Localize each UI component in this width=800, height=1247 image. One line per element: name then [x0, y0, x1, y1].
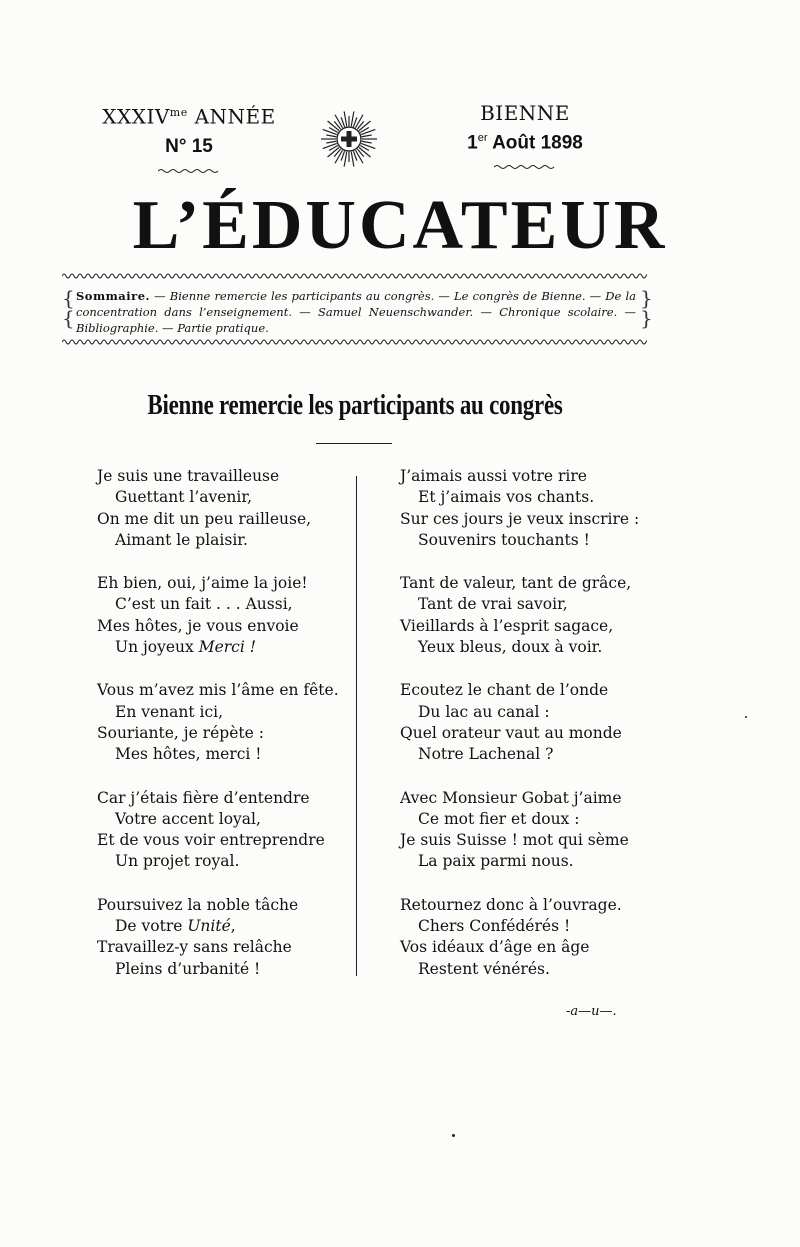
date-superscript: er: [477, 132, 488, 144]
poem-stanza: [97, 573, 347, 658]
poem-line: Tant de valeur, tant de grâce,: [400, 574, 632, 593]
squiggle-ornament: [494, 164, 556, 170]
date-day: 1: [467, 132, 478, 154]
poem-line: Votre accent loyal,: [115, 809, 261, 828]
city: BIENNE: [480, 101, 570, 125]
poem-line: Yeux bleus, doux à voir.: [418, 638, 603, 657]
poem-line: Avec Monsieur Gobat j’aime: [400, 788, 622, 807]
poem-line: Ce mot fier et doux :: [418, 809, 580, 828]
poem-line: Poursuivez la noble tâche: [97, 895, 299, 914]
summary-text: — Bienne remercie les participants au congrès. — Le congrès de Bienne. — De la concentration dans l’enseignement. — Samuel Neuenschwander. — Chronique scolaire. — Bibliographie. — Partie pratique.: [76, 289, 636, 335]
poem-line: Aimant le plaisir.: [115, 530, 248, 549]
poem-line: Souriante, je répète :: [97, 723, 264, 742]
poem-line: Je suis une travailleuse: [97, 467, 280, 485]
issue-info: [89, 100, 289, 174]
issue-date: [425, 132, 625, 154]
year-superscript: me: [169, 106, 188, 119]
squiggle-ornament: [158, 168, 220, 174]
poem-line: Du lac au canal :: [418, 702, 550, 721]
poem-column-right: [400, 466, 650, 1002]
wavy-rule-bottom: [62, 338, 647, 346]
poem-line: C’est un fait . . . Aussi,: [115, 595, 293, 614]
year-word: ANNÉE: [194, 104, 276, 129]
poem-line: Mes hôtes, je vous envoie: [97, 616, 299, 635]
summary-label: Sommaire.: [76, 289, 151, 303]
poem-line: Et j’aimais vos chants.: [418, 488, 595, 507]
poem-line: Mes hôtes, merci !: [115, 745, 262, 764]
poem-stanza: [400, 466, 650, 551]
poem-line: Quel orateur vaut au monde: [400, 723, 622, 742]
poem-column-left: [97, 466, 347, 1002]
summary-box: [76, 288, 636, 336]
poem-line: Pleins d’urbanité !: [115, 959, 261, 978]
poem-line: Vous m’avez mis l’âme en fête.: [97, 681, 339, 700]
poem-line: De votre Unité,: [115, 917, 236, 936]
poem-stanza: [97, 895, 347, 980]
ink-speck: [452, 1134, 455, 1137]
poem-line: Travaillez-y sans relâche: [97, 938, 292, 957]
title-divider: [316, 443, 392, 444]
poem-stanza: [400, 573, 650, 658]
poem-line: Guettant l’avenir,: [115, 488, 253, 507]
poem-line: Retournez donc à l’ouvrage.: [400, 895, 622, 914]
poem-line: J’aimais aussi votre rire: [400, 467, 587, 485]
year-roman: XXXIV: [102, 104, 170, 129]
poem-line: Et de vous voir entreprendre: [97, 831, 325, 850]
poem-stanza: [400, 788, 650, 873]
column-divider: [356, 476, 357, 976]
poem-line: Eh bien, oui, j’aime la joie!: [97, 574, 308, 593]
poem-line: Ecoutez le chant de l’onde: [400, 681, 609, 700]
poem-line: Notre Lachenal ?: [418, 745, 554, 764]
poem-line: Souvenirs touchants !: [418, 530, 590, 549]
poem-stanza: [97, 680, 347, 765]
poem-line: On me dit un peu railleuse,: [97, 509, 312, 528]
poem-line: Un joyeux Merci !: [115, 638, 256, 657]
right-brace-ornament: } }: [640, 286, 653, 330]
poem-line: Restent vénérés.: [418, 959, 550, 978]
poem-stanza: [400, 895, 650, 980]
poem-stanza: [400, 680, 650, 765]
wavy-rule-top: [62, 272, 647, 280]
author-signature: -a—u—.: [566, 1004, 617, 1019]
poem-line: Sur ces jours je veux inscrire :: [400, 509, 640, 528]
date-month-year: Août 1898: [492, 132, 583, 154]
volume-year: [89, 100, 289, 130]
poem-line: Car j’étais fière d’entendre: [97, 788, 310, 807]
poem-line: Vieillards à l’esprit sagace,: [400, 616, 614, 635]
article-title: Bienne remercie les participants au congrès: [147, 390, 563, 421]
poem-line: Vos idéaux d’âge en âge: [400, 938, 590, 957]
left-brace-ornament: { {: [62, 286, 75, 330]
poem-line: La paix parmi nous.: [418, 852, 574, 871]
ink-speck: [745, 716, 747, 718]
poem-stanza: [97, 788, 347, 873]
poem-line: Tant de vrai savoir,: [418, 595, 568, 614]
poem-stanza: [97, 466, 347, 551]
poem-line: En venant ici,: [115, 702, 224, 721]
place-date: [425, 100, 625, 170]
issue-number: N° 15: [165, 135, 213, 157]
poem-line: Un projet royal.: [115, 852, 240, 871]
swiss-cross-sunburst-icon: [320, 110, 378, 168]
poem-line: Chers Confédérés !: [418, 917, 571, 936]
poem-line: Je suis Suisse ! mot qui sème: [400, 831, 629, 850]
masthead-title: L’ÉDUCATEUR: [132, 187, 668, 264]
